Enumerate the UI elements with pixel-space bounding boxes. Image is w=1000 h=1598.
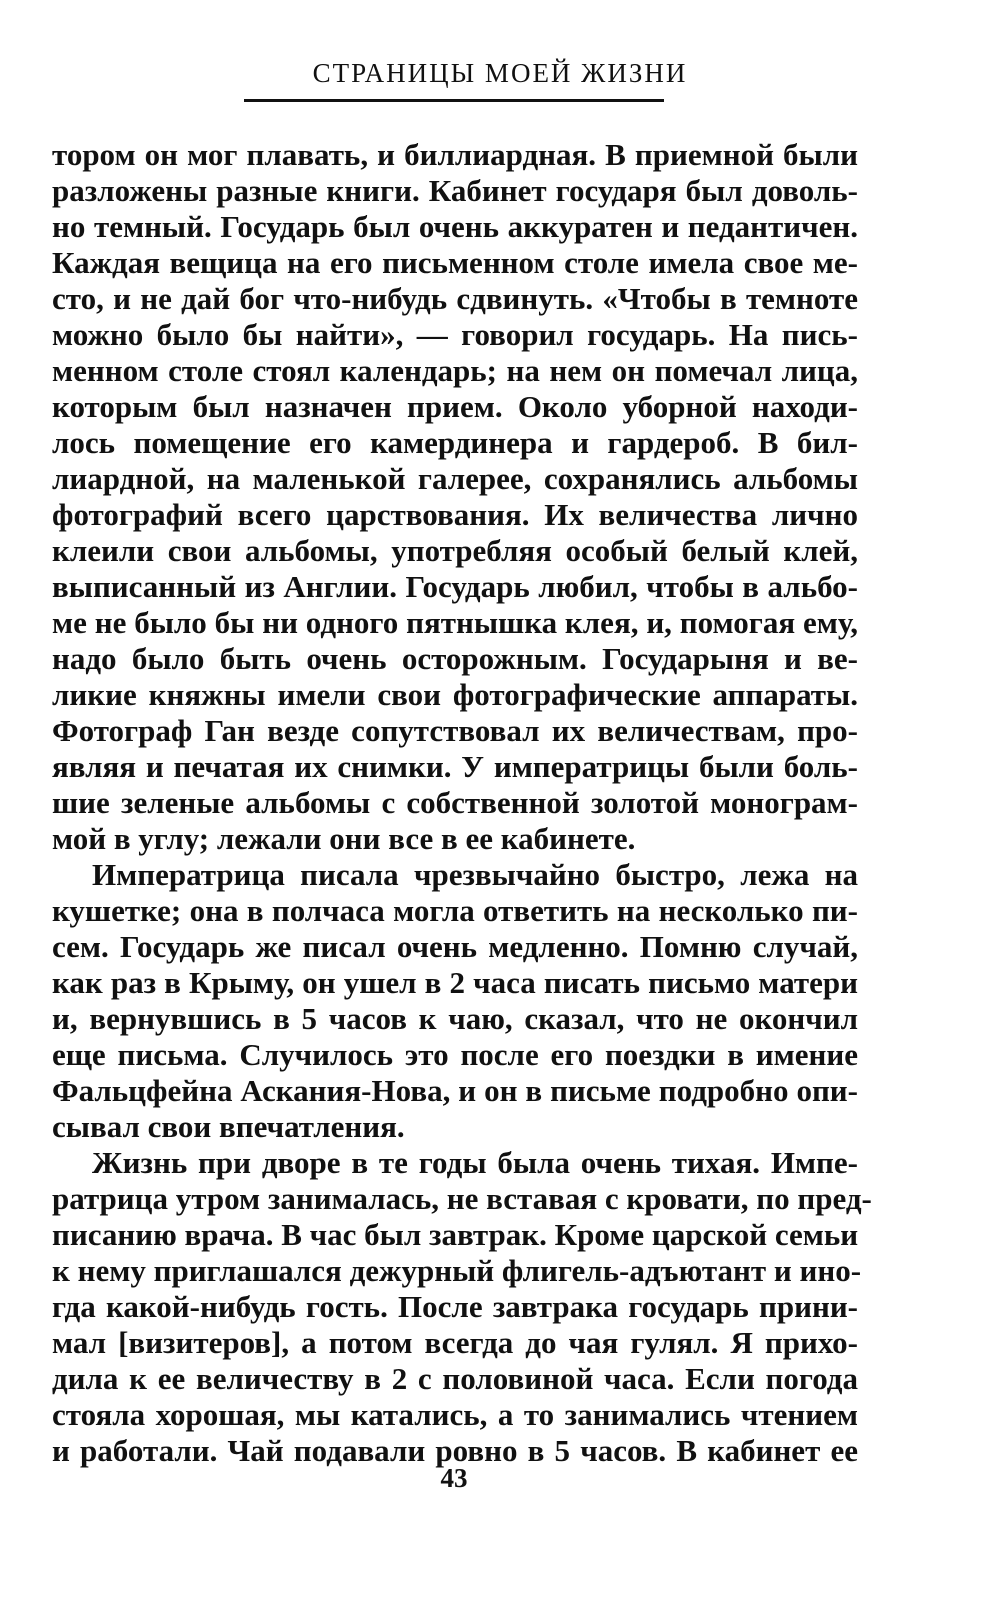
- paragraph: [52, 857, 858, 1145]
- text-line: сывал свои впечатления.: [52, 1109, 405, 1144]
- paragraph: [52, 1145, 872, 1469]
- header-rule: [244, 99, 664, 102]
- text-line: сто, и не дай бог что-нибудь сдвинуть. «Чтобы в темноте: [52, 281, 858, 316]
- text-line: ликие княжны имели свои фотографические аппараты.: [52, 677, 858, 712]
- text-line: Императрица писала чрезвычайно быстро, лежа на: [92, 857, 858, 892]
- text-line: сем. Государь же писал очень медленно. Помню случай,: [52, 929, 858, 964]
- text-line: ратрица утром занималась, не вставая с кровати, по пред-: [52, 1181, 872, 1216]
- text-line: как раз в Крыму, он ушел в 2 часа писать письмо матери: [52, 965, 858, 1000]
- text-line: шие зеленые альбомы с собственной золотой монограм-: [52, 785, 858, 820]
- text-line: Фальцфейна Аскания-Нова, и он в письме подробно опи-: [52, 1073, 858, 1108]
- text-line: лиардной, на маленькой галерее, сохранялись альбомы: [52, 461, 858, 496]
- text-line: можно было бы найти», — говорил государь. На пись-: [52, 317, 858, 352]
- body-text: [52, 137, 872, 1469]
- paragraph: [52, 137, 858, 857]
- running-head: СТРАНИЦЫ МОЕЙ ЖИЗНИ: [312, 58, 688, 88]
- text-line: кушетке; она в полчаса могла ответить на несколько пи-: [52, 893, 858, 928]
- text-line: но темный. Государь был очень аккуратен и педантичен.: [52, 209, 858, 244]
- text-line: Фотограф Ган везде сопутствовал их величествам, про-: [52, 713, 858, 748]
- text-line: гда какой-нибудь гость. После завтрака государь прини-: [52, 1289, 858, 1324]
- text-line: стояла хорошая, мы катались, а то занимались чтением: [52, 1397, 858, 1432]
- text-line: Жизнь при дворе в те годы была очень тихая. Импе-: [92, 1145, 858, 1180]
- text-line: и работали. Чай подавали ровно в 5 часов. В кабинет ее: [52, 1433, 858, 1468]
- text-line: мал [визитеров], а потом всегда до чая гулял. Я прихо-: [52, 1325, 858, 1360]
- text-line: Каждая вещица на его письменном столе имела свое ме-: [52, 245, 858, 280]
- page-number: 43: [440, 1463, 468, 1493]
- text-line: фотографий всего царствования. Их величества лично: [52, 497, 858, 532]
- text-line: клеили свои альбомы, употребляя особый белый клей,: [52, 533, 858, 568]
- text-line: являя и печатая их снимки. У императрицы были боль-: [52, 749, 858, 784]
- text-line: ме не было бы ни одного пятнышка клея, и, помогая ему,: [52, 605, 858, 640]
- text-line: еще письма. Случилось это после его поездки в имение: [52, 1037, 858, 1072]
- text-line: и, вернувшись в 5 часов к чаю, сказал, что не окончил: [52, 1001, 858, 1036]
- text-line: писанию врача. В час был завтрак. Кроме царской семьи: [52, 1217, 859, 1252]
- text-line: тором он мог плавать, и биллиардная. В приемной были: [52, 137, 858, 172]
- text-line: разложены разные книги. Кабинет государя был доволь-: [52, 173, 858, 208]
- text-line: которым был назначен прием. Около уборной находи-: [52, 389, 858, 424]
- text-line: дила к ее величеству в 2 с половиной часа. Если погода: [52, 1361, 858, 1396]
- text-line: лось помещение его камердинера и гардероб. В бил-: [52, 425, 858, 460]
- text-line: мой в углу; лежали они все в ее кабинете.: [52, 821, 636, 856]
- text-line: менном столе стоял календарь; на нем он помечал лица,: [52, 353, 858, 388]
- text-line: к нему приглашался дежурный флигель-адъютант и ино-: [52, 1253, 862, 1288]
- text-line: надо было быть очень осторожным. Государыня и ве-: [52, 641, 858, 676]
- text-line: выписанный из Англии. Государь любил, чтобы в альбо-: [52, 569, 858, 604]
